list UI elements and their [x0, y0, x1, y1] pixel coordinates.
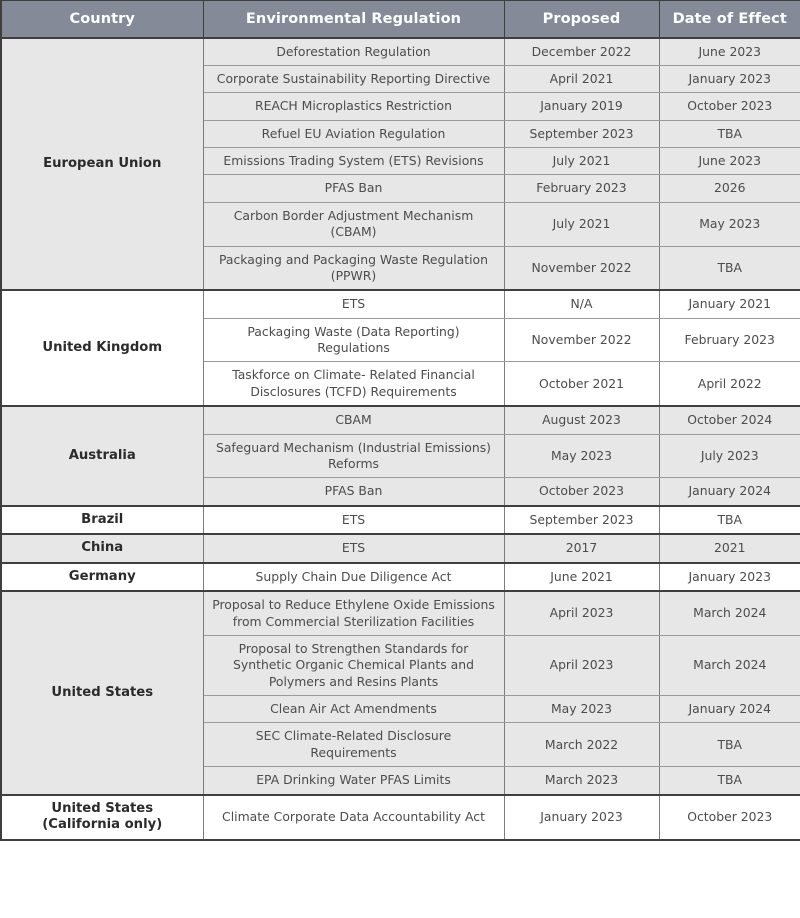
- date-of-effect-cell: TBA: [659, 767, 800, 795]
- country-cell: Australia: [1, 406, 203, 506]
- regulation-cell: Carbon Border Adjustment Mechanism (CBAM): [203, 202, 504, 246]
- date-of-effect-cell: 2026: [659, 175, 800, 202]
- proposed-date-cell: March 2022: [504, 723, 659, 767]
- table-row: [1, 506, 800, 535]
- proposed-date-cell: March 2023: [504, 767, 659, 795]
- proposed-date-cell: April 2023: [504, 635, 659, 695]
- date-of-effect-cell: TBA: [659, 506, 800, 535]
- regulation-cell: REACH Microplastics Restriction: [203, 93, 504, 120]
- table-header: [1, 1, 800, 38]
- table-row: [1, 406, 800, 434]
- proposed-date-cell: September 2023: [504, 120, 659, 147]
- proposed-date-cell: October 2023: [504, 478, 659, 506]
- proposed-date-cell: April 2021: [504, 65, 659, 92]
- regulation-cell: PFAS Ban: [203, 478, 504, 506]
- regulation-cell: SEC Climate-Related Disclosure Requirements: [203, 723, 504, 767]
- column-header-date-of-effect: Date of Effect: [659, 1, 800, 38]
- regulation-cell: Climate Corporate Data Accountability Act: [203, 795, 504, 840]
- regulation-cell: Clean Air Act Amendments: [203, 696, 504, 723]
- proposed-date-cell: April 2023: [504, 591, 659, 635]
- date-of-effect-cell: TBA: [659, 723, 800, 767]
- proposed-date-cell: May 2023: [504, 696, 659, 723]
- date-of-effect-cell: January 2023: [659, 65, 800, 92]
- date-of-effect-cell: October 2023: [659, 93, 800, 120]
- table-row: [1, 591, 800, 635]
- column-header-country: Country: [1, 1, 203, 38]
- country-cell: United States (California only): [1, 795, 203, 840]
- date-of-effect-cell: June 2023: [659, 148, 800, 175]
- date-of-effect-cell: January 2023: [659, 563, 800, 592]
- date-of-effect-cell: October 2024: [659, 406, 800, 434]
- proposed-date-cell: January 2023: [504, 795, 659, 840]
- regulation-cell: PFAS Ban: [203, 175, 504, 202]
- country-cell: Germany: [1, 563, 203, 592]
- regulation-cell: Deforestation Regulation: [203, 38, 504, 66]
- proposed-date-cell: June 2021: [504, 563, 659, 592]
- country-cell: Brazil: [1, 506, 203, 535]
- proposed-date-cell: July 2021: [504, 202, 659, 246]
- regulation-cell: Taskforce on Climate- Related Financial Disclosures (TCFD) Requirements: [203, 362, 504, 406]
- regulation-cell: Corporate Sustainability Reporting Directive: [203, 65, 504, 92]
- table-row: [1, 534, 800, 563]
- date-of-effect-cell: March 2024: [659, 591, 800, 635]
- proposed-date-cell: September 2023: [504, 506, 659, 535]
- date-of-effect-cell: May 2023: [659, 202, 800, 246]
- proposed-date-cell: 2017: [504, 534, 659, 563]
- regulation-cell: ETS: [203, 534, 504, 563]
- country-cell: United States: [1, 591, 203, 794]
- regulation-cell: Packaging and Packaging Waste Regulation (PPWR): [203, 246, 504, 290]
- date-of-effect-cell: April 2022: [659, 362, 800, 406]
- date-of-effect-cell: January 2024: [659, 696, 800, 723]
- regulation-cell: Proposal to Strengthen Standards for Synthetic Organic Chemical Plants and Polymers and Resins Plants: [203, 635, 504, 695]
- table-row: [1, 38, 800, 66]
- date-of-effect-cell: TBA: [659, 246, 800, 290]
- proposed-date-cell: August 2023: [504, 406, 659, 434]
- regulation-cell: ETS: [203, 506, 504, 535]
- date-of-effect-cell: 2021: [659, 534, 800, 563]
- date-of-effect-cell: January 2024: [659, 478, 800, 506]
- regulation-cell: Emissions Trading System (ETS) Revisions: [203, 148, 504, 175]
- regulation-cell: ETS: [203, 290, 504, 318]
- proposed-date-cell: N/A: [504, 290, 659, 318]
- table-row: [1, 563, 800, 592]
- table-row: [1, 795, 800, 840]
- regulation-cell: CBAM: [203, 406, 504, 434]
- table-body: [1, 38, 800, 840]
- proposed-date-cell: December 2022: [504, 38, 659, 66]
- header-row: [1, 1, 800, 38]
- proposed-date-cell: January 2019: [504, 93, 659, 120]
- date-of-effect-cell: October 2023: [659, 795, 800, 840]
- column-header-regulation: Environmental Regulation: [203, 1, 504, 38]
- proposed-date-cell: October 2021: [504, 362, 659, 406]
- date-of-effect-cell: July 2023: [659, 434, 800, 478]
- regulation-cell: Refuel EU Aviation Regulation: [203, 120, 504, 147]
- date-of-effect-cell: March 2024: [659, 635, 800, 695]
- country-cell: China: [1, 534, 203, 563]
- regulation-cell: Safeguard Mechanism (Industrial Emissions) Reforms: [203, 434, 504, 478]
- regulation-cell: EPA Drinking Water PFAS Limits: [203, 767, 504, 795]
- column-header-proposed: Proposed: [504, 1, 659, 38]
- regulation-cell: Supply Chain Due Diligence Act: [203, 563, 504, 592]
- country-cell: United Kingdom: [1, 290, 203, 406]
- proposed-date-cell: November 2022: [504, 246, 659, 290]
- proposed-date-cell: July 2021: [504, 148, 659, 175]
- proposed-date-cell: February 2023: [504, 175, 659, 202]
- date-of-effect-cell: February 2023: [659, 318, 800, 362]
- proposed-date-cell: November 2022: [504, 318, 659, 362]
- regulation-cell: Packaging Waste (Data Reporting) Regulations: [203, 318, 504, 362]
- date-of-effect-cell: June 2023: [659, 38, 800, 66]
- proposed-date-cell: May 2023: [504, 434, 659, 478]
- date-of-effect-cell: January 2021: [659, 290, 800, 318]
- date-of-effect-cell: TBA: [659, 120, 800, 147]
- country-cell: European Union: [1, 38, 203, 291]
- table-row: [1, 290, 800, 318]
- regulation-cell: Proposal to Reduce Ethylene Oxide Emissions from Commercial Sterilization Facilities: [203, 591, 504, 635]
